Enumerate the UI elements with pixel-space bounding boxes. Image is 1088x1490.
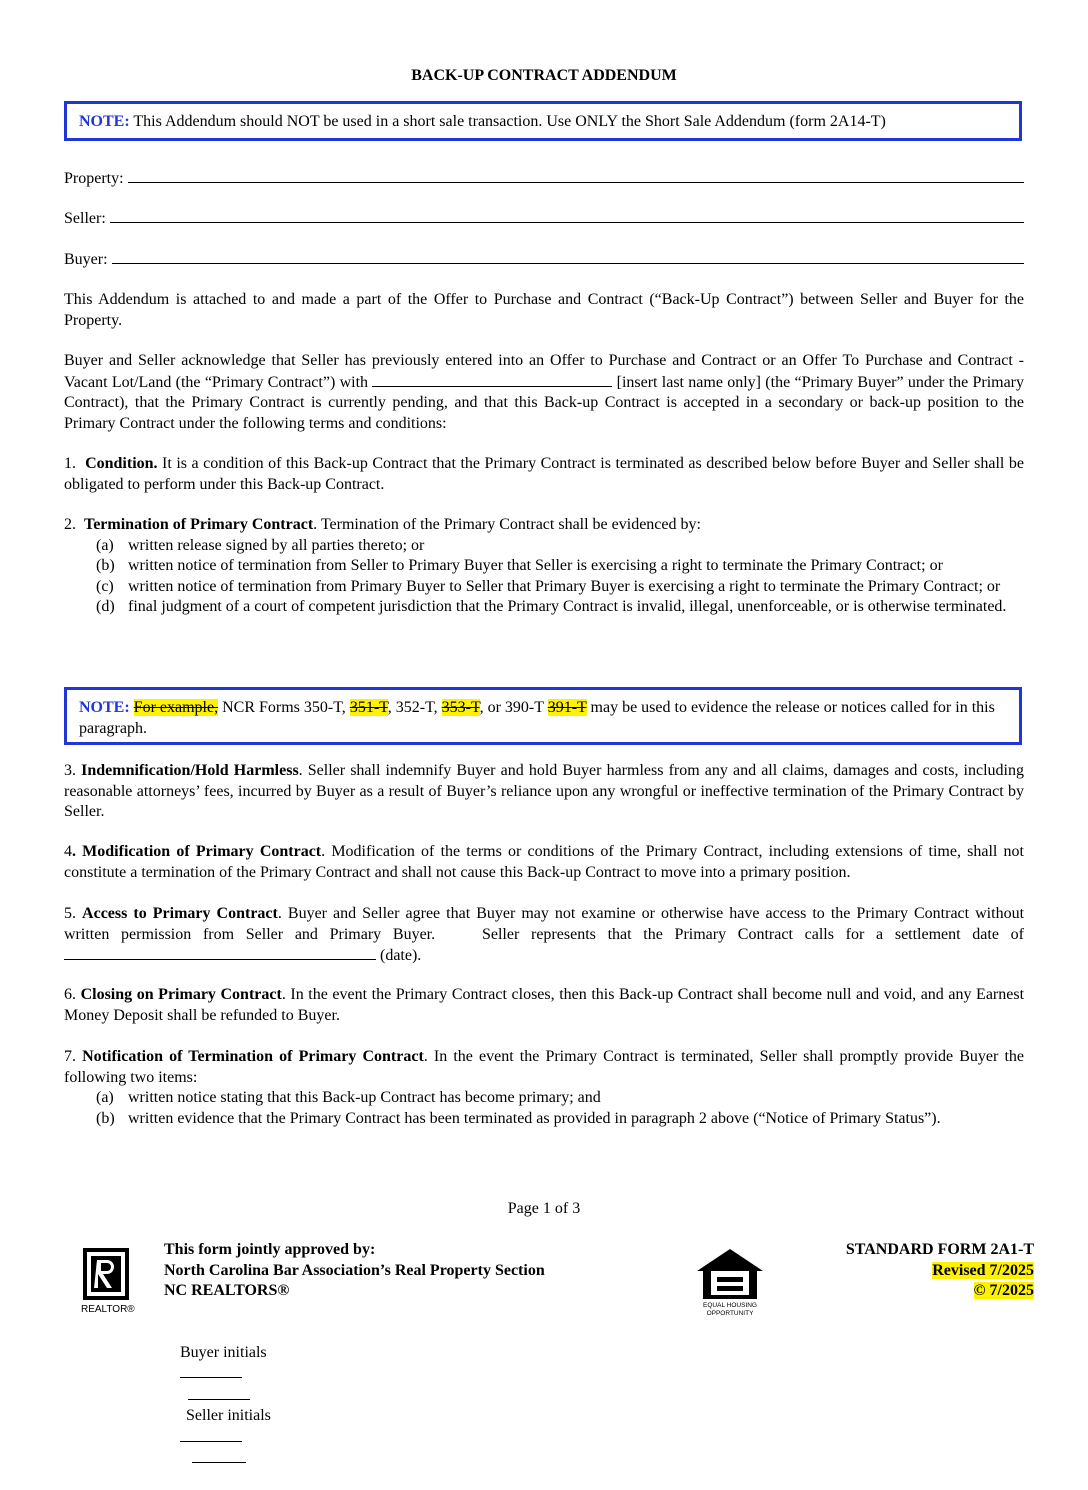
approval-line-2: North Carolina Bar Association’s Real Property Section	[164, 1261, 545, 1279]
page-number: Page 1 of 3	[507, 1200, 581, 1217]
section-5-access	[64, 904, 1029, 967]
property-label: Property:	[64, 170, 124, 187]
section-5-heading: Access to Primary Contract	[82, 905, 278, 922]
strikethrough-text: 391-T	[547, 699, 587, 716]
list-item	[64, 536, 1024, 557]
list-item-text: written notice of termination from Primary Buyer to Seller that Primary Buyer is exercising a right to terminate the Primary Contract; or	[128, 577, 1001, 595]
list-marker: (b)	[96, 1109, 115, 1127]
seller-blank-line[interactable]	[110, 208, 1024, 223]
buyer-initials-blank-2[interactable]	[188, 1385, 250, 1400]
section-7-text: . In the event the Primary Contract is terminated, Seller shall promptly provide Buyer the following two items:	[64, 1048, 1024, 1086]
buyer-initials-label: Buyer initials	[180, 1343, 267, 1361]
section-2-list	[64, 536, 1024, 618]
equal-housing-house-icon	[695, 1247, 765, 1317]
note-text: This Addendum should NOT be used in a short sale transaction. Use ONLY the Short Sale Addendum (form 2A14-T)	[129, 113, 886, 130]
short-sale-note-box	[64, 101, 1022, 141]
section-3-indemnification	[64, 761, 1024, 823]
section-4-modification	[64, 842, 1024, 883]
section-6-heading: Closing on Primary Contract	[80, 986, 282, 1003]
property-blank-line[interactable]	[128, 168, 1024, 183]
buyer-field[interactable]	[64, 249, 1024, 271]
strikethrough-text: 353-T	[441, 699, 480, 716]
intro2-text-end: [insert last name only] (the “Primary Buyer” under the Primary Contract), that the Primary Contract is currently pending, and that this Back-up Contract is accepted in a secondary or back-up position to the Primary Contract under the following terms and conditions:	[64, 373, 1025, 432]
intro-paragraph-1: This Addendum is attached to and made a part of the Offer to Purchase and Contract (“Back-Up Contract”) between Seller and Buyer for the Property.	[64, 291, 1024, 329]
section-1-heading: Condition.	[85, 455, 158, 472]
list-item-text: final judgment of a court of competent jurisdiction that the Primary Contract is invalid, illegal, unenforceable, or is otherwise terminated.	[128, 598, 1007, 615]
note-text: , 352-T,	[387, 699, 442, 716]
buyer-label: Buyer:	[64, 251, 108, 268]
list-item	[64, 1088, 1024, 1109]
section-7-heading: Notification of Termination of Primary Contract	[82, 1048, 424, 1065]
section-4-text: . Modification of the terms or conditions of the Primary Contract, including extensions of time, shall not constitute a termination of the Primary Contract and shall not cause this Back-up Contract to move into a primary position.	[64, 843, 1024, 881]
section-6-closing	[64, 985, 1024, 1026]
section-7-number: 7.	[64, 1048, 83, 1065]
note-text: , or 390-T	[479, 699, 548, 716]
list-marker: (a)	[96, 536, 114, 554]
section-2-text: . Termination of the Primary Contract shall be evidenced by:	[313, 516, 701, 533]
eho-text-1: EQUAL HOUSING	[703, 1302, 757, 1309]
list-item-text: written notice of termination from Seller to Primary Buyer that Seller is exercising a right to terminate the Primary Contract; or	[128, 557, 943, 574]
list-item-text: written notice stating that this Back-up Contract has become primary; and	[128, 1089, 601, 1106]
intro-paragraph-2	[64, 351, 1024, 434]
list-item-text: written evidence that the Primary Contract has been terminated as provided in paragraph 2 above (“Notice of Primary Status”).	[128, 1109, 941, 1127]
note-text: may be used to evidence the release or notices called for in this paragraph.	[79, 699, 995, 737]
section-3-number: 3.	[64, 762, 82, 779]
note-label: NOTE:	[79, 113, 130, 130]
realtor-logo	[81, 1248, 149, 1323]
list-marker: (d)	[96, 598, 115, 615]
section-1-text: It is a condition of this Back-up Contract that the Primary Contract is terminated as described below before Buyer and Seller shall be obligated to perform under this Back-up Contract.	[64, 455, 1025, 493]
realtor-r-icon	[81, 1248, 149, 1316]
section-7-notification	[64, 1047, 1024, 1129]
approval-line-1: This form jointly approved by:	[164, 1241, 376, 1258]
eho-text-2: OPPORTUNITY	[706, 1310, 754, 1317]
note-label: NOTE:	[79, 699, 130, 716]
list-item	[64, 556, 1024, 577]
section-1-number: 1.	[64, 455, 86, 472]
approval-block	[164, 1240, 545, 1302]
list-item	[64, 597, 1024, 618]
section-5-number: 5.	[64, 905, 83, 922]
list-item-text: written release signed by all parties thereto; or	[128, 536, 425, 554]
copyright: © 7/2025	[973, 1282, 1034, 1299]
strikethrough-text: 351-T	[349, 699, 388, 716]
settlement-date-blank[interactable]	[64, 945, 376, 960]
approval-line-3: NC REALTORS®	[164, 1282, 290, 1299]
seller-initials-blank-1[interactable]	[180, 1427, 242, 1442]
seller-initials-blank-2[interactable]	[192, 1448, 246, 1463]
equal-housing-logo	[695, 1247, 765, 1324]
buyer-initials-blank-1[interactable]	[180, 1363, 242, 1378]
list-marker: (c)	[96, 577, 114, 595]
section-2-termination	[64, 515, 1024, 618]
section-2-heading: Termination of Primary Contract	[84, 516, 314, 533]
section-1-condition	[64, 454, 1024, 495]
intro2-text-start: Buyer and Seller acknowledge that Seller has previously entered into an Offer to Purchase and Contract or an Offer To Purchase and Contract - Vacant Lot/Land (the “Primary Contract”) with	[64, 352, 1024, 391]
section-5-text: . Buyer and Seller agree that Buyer may not examine or otherwise have access to the Primary Contract without written permission from Seller and Primary Buyer. Seller represents that the Primary Contract calls for a settlement date of	[64, 905, 1029, 943]
list-item	[64, 1109, 1024, 1130]
revised-date: Revised 7/2025	[932, 1261, 1034, 1279]
standard-form-block	[774, 1240, 1034, 1302]
list-marker: (a)	[96, 1089, 114, 1106]
section-2-number: 2.	[64, 516, 84, 533]
property-field[interactable]	[64, 168, 1024, 190]
section-6-text: . In the event the Primary Contract closes, then this Back-up Contract shall become null and void, and any Earnest Money Deposit shall be refunded to Buyer.	[64, 986, 1025, 1024]
ncr-forms-note-box	[64, 687, 1022, 745]
section-3-text: . Seller shall indemnify Buyer and hold Buyer harmless from any and all claims, damages and costs, including reasonable attorneys’ fees, incurred by Buyer as a result of Buyer’s reliance upon any wrongful or ineffective termination of the Primary Contract by Seller.	[64, 762, 1024, 820]
strikethrough-text: For example,	[133, 699, 219, 716]
list-marker: (b)	[96, 557, 115, 574]
seller-initials-label: Seller initials	[186, 1407, 271, 1424]
note-text: NCR Forms 350-T,	[218, 699, 350, 716]
section-7-list	[64, 1088, 1024, 1129]
section-4-number: 4	[64, 843, 72, 860]
primary-buyer-blank[interactable]	[372, 372, 612, 387]
document-title: BACK-UP CONTRACT ADDENDUM	[411, 67, 677, 84]
section-3-heading: Indemnification/Hold Harmless	[81, 762, 299, 779]
form-name: STANDARD FORM 2A1-T	[845, 1241, 1034, 1258]
buyer-blank-line[interactable]	[112, 249, 1024, 264]
section-5-tail: (date).	[376, 947, 422, 964]
realtor-logo-text: REALTOR®	[81, 1304, 135, 1315]
seller-field[interactable]	[64, 208, 1024, 230]
section-4-heading: . Modification of Primary Contract	[72, 843, 322, 860]
section-6-number: 6.	[64, 986, 81, 1003]
list-item	[64, 577, 1024, 598]
seller-label: Seller:	[64, 210, 106, 227]
initials-row	[164, 1322, 271, 1490]
